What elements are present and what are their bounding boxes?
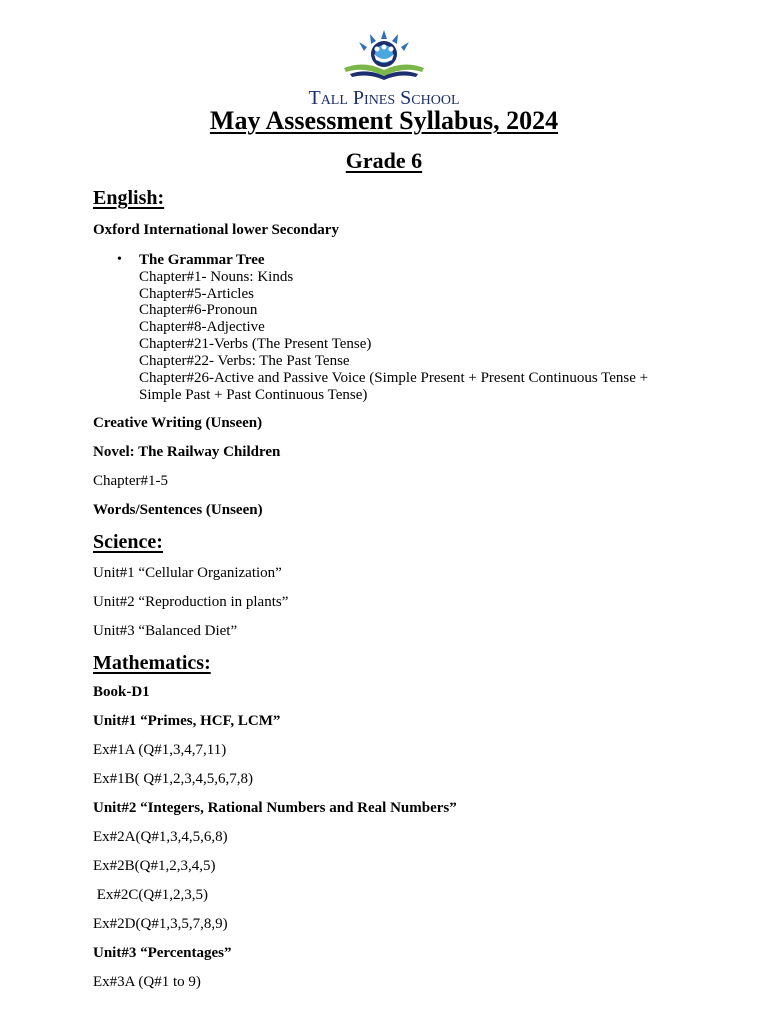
math-exercise: Ex#1A (Q#1,3,4,7,11) bbox=[93, 742, 227, 758]
chapter-item: Chapter#8-Adjective bbox=[139, 319, 265, 335]
chapter-item: Chapter#5-Articles bbox=[139, 286, 254, 302]
math-unit-title: Unit#2 “Integers, Rational Numbers and Real Numbers” bbox=[93, 800, 457, 816]
english-heading: English: bbox=[93, 187, 165, 209]
science-unit: Unit#1 “Cellular Organization” bbox=[93, 565, 282, 581]
science-unit: Unit#3 “Balanced Diet” bbox=[93, 623, 238, 639]
grammar-tree-label: The Grammar Tree bbox=[139, 252, 265, 268]
chapter-item: Chapter#6-Pronoun bbox=[139, 302, 258, 318]
words-sentences: Words/Sentences (Unseen) bbox=[93, 502, 263, 518]
creative-writing: Creative Writing (Unseen) bbox=[93, 415, 263, 431]
math-exercise: Ex#1B( Q#1,2,3,4,5,6,7,8) bbox=[93, 771, 253, 787]
math-unit-title: Unit#1 “Primes, HCF, LCM” bbox=[93, 713, 281, 729]
bullet-icon: • bbox=[117, 252, 122, 267]
math-exercise: Ex#2D(Q#1,3,5,7,8,9) bbox=[93, 916, 228, 932]
chapter-item: Chapter#1- Nouns: Kinds bbox=[139, 269, 294, 285]
math-exercise: Ex#2B(Q#1,2,3,4,5) bbox=[93, 858, 216, 874]
novel-chapters: Chapter#1-5 bbox=[93, 473, 168, 489]
chapter-item: Chapter#21-Verbs (The Present Tense) bbox=[139, 336, 372, 352]
school-emblem-icon bbox=[314, 28, 454, 80]
school-logo bbox=[0, 28, 768, 108]
grade-heading: Grade 6 bbox=[345, 148, 423, 173]
school-name: Tall Pines School bbox=[308, 87, 460, 109]
page-title: May Assessment Syllabus, 2024 bbox=[209, 106, 559, 135]
math-unit-title: Unit#3 “Percentages” bbox=[93, 945, 232, 961]
chapter-item: Chapter#26-Active and Passive Voice (Simple Present + Present Continuous Tense + bbox=[139, 370, 649, 386]
math-exercise: Ex#2C(Q#1,2,3,5) bbox=[93, 887, 208, 903]
chapter-item: Simple Past + Past Continuous Tense) bbox=[139, 387, 368, 403]
chapter-item: Chapter#22- Verbs: The Past Tense bbox=[139, 353, 350, 369]
science-unit: Unit#2 “Reproduction in plants” bbox=[93, 594, 289, 610]
english-book: Oxford International lower Secondary bbox=[93, 222, 339, 238]
math-exercise: Ex#3A (Q#1 to 9) bbox=[93, 974, 201, 990]
math-book: Book-D1 bbox=[93, 684, 150, 700]
math-exercise: Ex#2A(Q#1,3,4,5,6,8) bbox=[93, 829, 228, 845]
science-heading: Science: bbox=[93, 531, 163, 553]
novel-title: Novel: The Railway Children bbox=[93, 444, 281, 460]
mathematics-heading: Mathematics: bbox=[93, 652, 211, 674]
